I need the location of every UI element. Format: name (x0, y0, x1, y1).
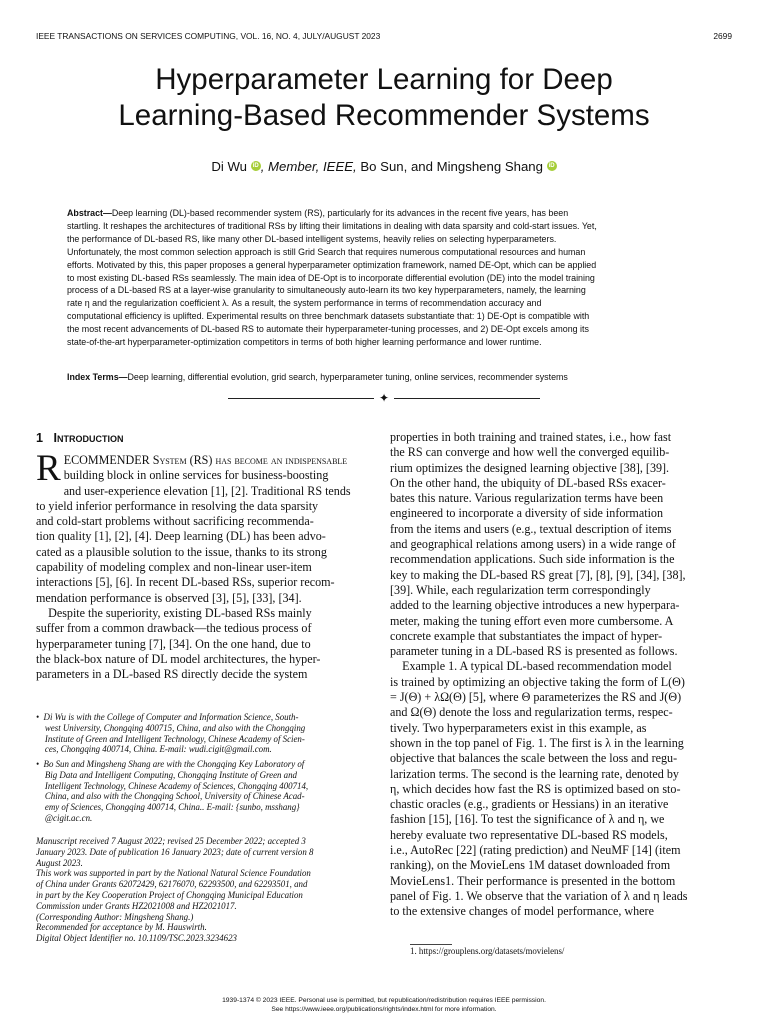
body-line: MovieLens1. Their performance is presented in the bottom (390, 873, 676, 888)
body-line: key to making the DL-based RS great [7], [8], [9], [34], [38], (390, 567, 686, 582)
body-line: is trained by optimizing an objective taking the form of L(Θ) (390, 674, 685, 689)
footnote-line: in part by the Key Cooperation Project of Chongqing Municipal Education (36, 889, 303, 900)
drop-cap: R (36, 448, 61, 489)
section-title: Introduction (53, 431, 124, 445)
copyright-line-1: 1939-1374 © 2023 IEEE. Personal use is permitted, but republication/redistribution requires IEEE permission. (222, 997, 546, 1004)
title-line-2: Learning-Based Recommender Systems (118, 99, 650, 132)
index-terms-text: Deep learning, differential evolution, grid search, hyperparameter tuning, online services, recommender systems (127, 372, 568, 382)
abstract-line: Unfortunately, the most common selection approach is still Grid Search that requires numerous computational resources and human (67, 246, 586, 257)
affiliation-footnote-1 (36, 712, 376, 755)
affiliation-footnote-2 (36, 759, 376, 824)
body-line: shown in the top panel of Fig. 1. The first is λ in the learning (390, 735, 684, 750)
body-line: interactions [5], [6]. In recent DL-based RSs, superior recom- (36, 575, 335, 590)
footnote-line: ces, Chongqing 400714, China. E-mail: wudi.cigit@gmail.com. (36, 744, 272, 755)
example-line: Example 1. A typical DL-based recommendation model (390, 659, 672, 674)
body-line: and user-experience elevation [1], [2]. Traditional RS tends (63, 483, 351, 498)
body-line: tively. Two hyperparameters exist in this example, as (390, 720, 647, 735)
footnote-line: Manuscript received 7 August 2022; revised 25 December 2022; accepted 3 (36, 836, 306, 846)
abstract-label: Abstract— (67, 208, 112, 218)
body-line: ECOMMENDER System (RS) has become an indispensable (63, 453, 348, 467)
footnote-line: China, and also with the Chongqing School, University of Chinese Acad- (36, 791, 305, 802)
section-number: 1 (36, 431, 44, 445)
body-line: and geographical relations among users) in a wide range of (390, 537, 676, 552)
copyright-line-2: See https://www.ieee.org/publications/rights/index.html for more information. (271, 1005, 497, 1013)
body-line: concrete example that substantiates the impact of hyper- (390, 628, 663, 643)
body-line: mendation performance is observed [3], [5], [33], [34]. (36, 590, 302, 605)
footnote-line: Commission under Grants HZ2021008 and HZ2021017. (36, 900, 237, 911)
footnote-line: Recommended for acceptance by M. Hauswirth. (36, 922, 207, 933)
body-line: Despite the superiority, existing DL-based RSs mainly (36, 605, 312, 620)
copyright-notice (36, 997, 732, 1014)
abstract-line: state-of-the-art hyperparameter-optimization competitors in terms of both higher learning performance and lower runtime. (67, 337, 542, 348)
abstract-line: computational efficiency is uplifted. Experimental results on three benchmark datasets substantiate that: 1) DE-Opt is compatible with (67, 311, 590, 322)
body-line: bates this nature. Various regularization terms have been (390, 491, 664, 506)
body-line: panel of Fig. 1. We observe that the variation of λ and η leads (390, 888, 688, 903)
body-line: suffer from a common drawback—the tedious process of (36, 621, 312, 636)
body-line: the black-box nature of DL model architectures, the hyper- (36, 651, 321, 666)
footnote-line: Big Data and Intelligent Computing, Chongqing Institute of Green and (36, 769, 297, 780)
section-heading (36, 430, 376, 447)
body-line: from the items and users (e.g., textual description of items (390, 521, 672, 536)
body-line: larization terms. The second is the learning rate, denoted by (390, 766, 679, 781)
footnote-line: • Bo Sun and Mingsheng Shang are with the Chongqing Key Laboratory of (36, 759, 305, 769)
body-line: η, which decides how fast the RS is optimized based on sto- (390, 781, 681, 796)
abstract-line: process of a DL-based RS at a layer-wise granularity to simultaneously auto-learn its two key hyperparameters, namely, the learning (67, 285, 586, 296)
author-list (40, 158, 728, 176)
footnote-line: west University, Chongqing 400715, China, and also with the Chongqing (36, 722, 306, 733)
body-line: chastic oracles (e.g., gradients or Hessians) in an iterative (390, 797, 669, 812)
body-line: meter, making the tuning effort even more cumbersome. A (390, 613, 674, 628)
orcid-icon[interactable]: iD (252, 163, 259, 169)
body-line: rium optimizes the designed learning objective [38], [39]. (390, 460, 670, 475)
abstract (67, 207, 701, 349)
body-line: hereby evaluate two representative DL-based RS models, (390, 827, 668, 842)
divider-diamond-icon: ✦ (374, 389, 394, 407)
body-line: and Ω(Θ) denote the loss and regularization terms, respec- (390, 705, 673, 720)
footnote-line: of China under Grants 62072429, 62176070, 62293500, and 62293501, and (36, 879, 308, 890)
footnote-line: (Corresponding Author: Mingsheng Shang.) (36, 911, 194, 922)
footnote-line: August 2023. (36, 857, 83, 868)
body-line: properties in both training and trained states, i.e., how fast (390, 430, 672, 444)
abstract-line: the performance of DL-based RS, like many other DL-based intelligent systems, heavily relies on selecting hyperparameters. (67, 233, 557, 244)
body-line: parameters in a DL-based RS directly decide the system (36, 667, 308, 682)
abstract-line: efforts. Motivated by this, this paper proposes a general hyperparameter optimization framework, named DE-Opt, which can be applied (67, 259, 597, 270)
author-rest: Bo Sun, and Mingsheng Shang (356, 159, 543, 174)
body-line: cated as a plausible solution to the issue, thanks to its strong (36, 544, 327, 559)
body-line: capability of modeling complex and non-linear user-item (36, 560, 312, 575)
title-line-1: Hyperparameter Learning for Deep (155, 63, 613, 96)
body-line: recommendation applications. Such side information is the (390, 552, 675, 567)
body-line: [39]. While, each regularization term correspondingly (390, 582, 651, 597)
author-role: , Member, IEEE, (260, 159, 357, 174)
footnote-line: Intelligent Technology, Chinese Academy of Sciences, Chongqing 400714, (36, 780, 309, 791)
body-line: objective that balances the scale between the loss and regu- (390, 751, 678, 766)
paper-title (40, 62, 728, 134)
index-terms-label: Index Terms— (67, 372, 128, 382)
doi-line: Digital Object Identifier no. 10.1109/TSC.2023.3234623 (36, 933, 237, 944)
left-column (36, 430, 376, 682)
body-line: hyperparameter tuning [7], [34]. On the one hand, due to (36, 636, 311, 651)
author-di-wu: Di Wu (211, 159, 248, 174)
journal-name: IEEE TRANSACTIONS ON SERVICES COMPUTING, VOL. 16, NO. 4, JULY/AUGUST 2023 (36, 31, 381, 41)
abstract-line: to most existing DL-based RSs seamlessly. The main idea of DE-Opt is to incorporate differential evolution (DE) into the model training (67, 272, 595, 283)
running-header (36, 31, 732, 43)
body-line: parameter tuning in a DL-based RS is presented as follows. (390, 644, 678, 659)
footnote-line: @cigit.ac.cn. (36, 812, 93, 823)
footnote-line: Institute of Green and Intelligent Technology, Chinese Academy of Scien- (36, 733, 305, 744)
abstract-line: startling. It reshapes the architectures of traditional RSs by lifting their limitations in dealing with data sparsity and cold-start issues. Yet, (67, 220, 597, 231)
abstract-line: the most recent advancements of DL-based RS to automate their hyperparameter-tuning processes, and 2) DE-Opt excels among its (67, 324, 589, 335)
footnote-line: • Di Wu is with the College of Computer and Information Science, South- (36, 712, 299, 722)
body-line: added to the learning objective introduces a new hyperpara- (390, 598, 680, 613)
footnote-line: emy of Sciences, Chongqing 400714, China.. E-mail: {sunbo, msshang} (36, 802, 300, 813)
page-number: 2699 (713, 31, 732, 41)
orcid-icon[interactable]: iD (548, 163, 555, 169)
body-line: fashion [15], [16]. To test the significance of λ and η, we (390, 812, 665, 827)
body-line: = J(Θ) + λΩ(Θ) [5], where Θ parameterizes the RS and J(Θ) (390, 690, 682, 705)
body-line: the RS can converge and how well the converged equilib- (390, 445, 670, 460)
abstract-line: Deep learning (DL)-based recommender system (RS), particularly for its advances in the recent five years, has been (111, 208, 569, 218)
body-line: to yield inferior performance in resolving the data sparsity (36, 498, 319, 513)
body-line: tion quality [1], [2], [4]. Deep learning (DL) has been advo- (36, 529, 326, 544)
body-line: ranking), on the MovieLens 1M dataset downloaded from (390, 858, 671, 873)
body-line: On the other hand, the ubiquity of DL-based RSs exacer- (390, 475, 666, 490)
body-line: engineered to incorporate a diversity of side information (390, 506, 664, 521)
body-line: and cold-start problems without sacrificing recommenda- (36, 514, 314, 529)
footnote-movielens-link[interactable]: 1. https://grouplens.org/datasets/movielens/ (410, 946, 565, 956)
footnote-line: This work was supported in part by the National Natural Science Foundation (36, 868, 311, 879)
footnote-rule (410, 944, 452, 945)
manuscript-footnote (36, 836, 376, 944)
body-line: building block in online services for business-boosting (63, 468, 329, 483)
abstract-line: rate η and the regularization coefficient λ. As a result, the system performance in terms of recommendation accuracy and (67, 298, 542, 309)
body-line: i.e., AutoRec [22] (rating prediction) and NeuMF [14] (item (390, 843, 681, 858)
index-terms (67, 371, 701, 384)
right-column (390, 430, 732, 920)
body-line: to the extensive changes of model performance, where (390, 904, 654, 919)
footnote-line: January 2023. Date of publication 16 January 2023; date of current version 8 (36, 846, 314, 857)
